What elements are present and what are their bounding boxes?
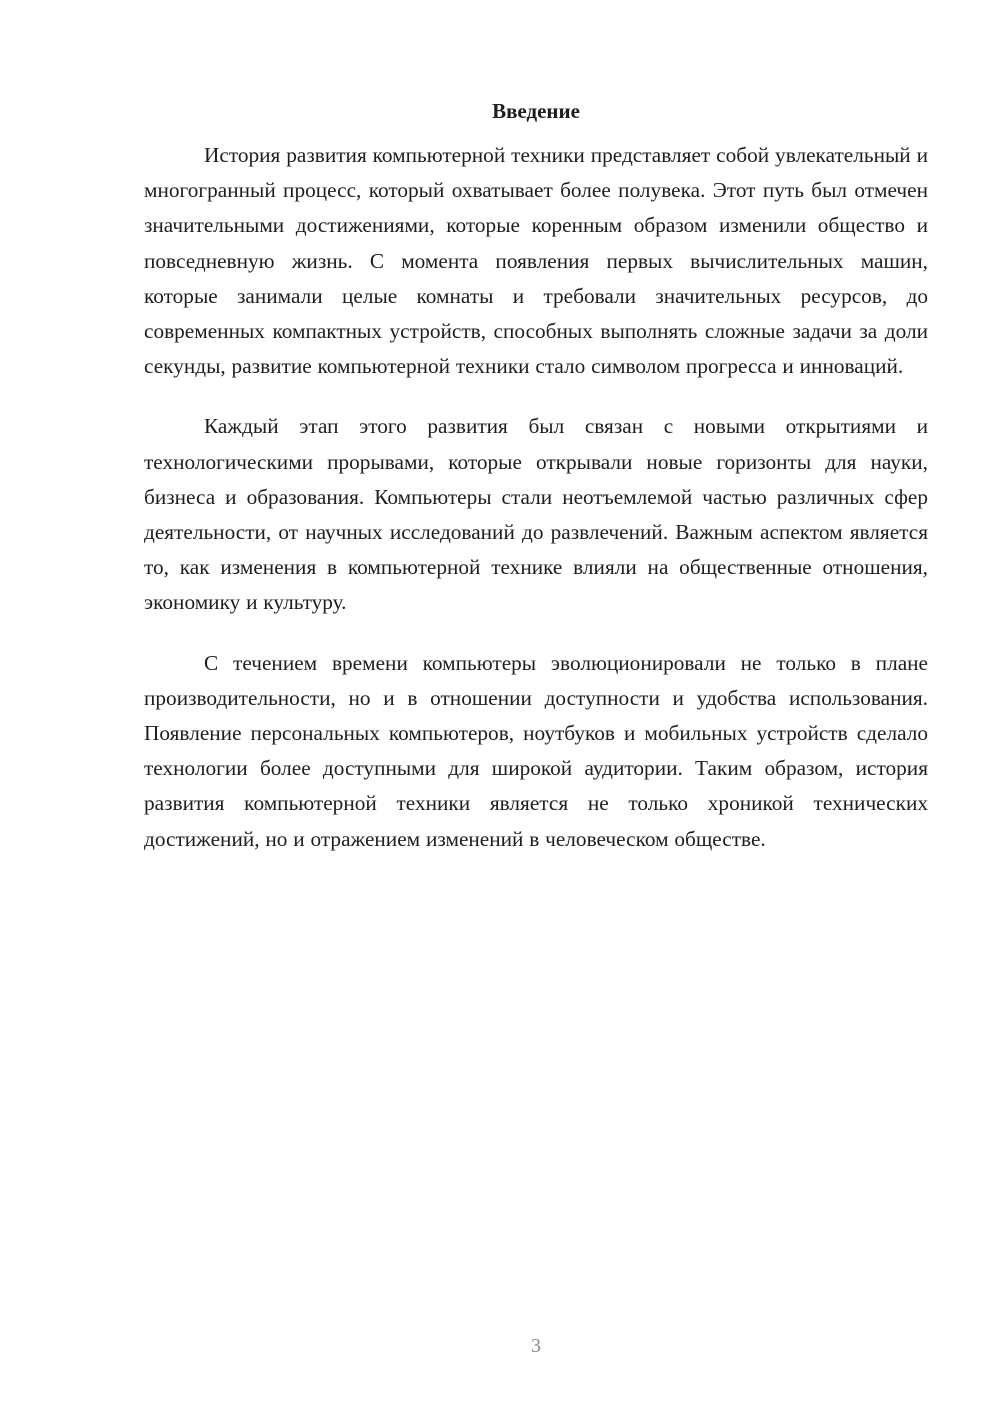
page-title: Введение bbox=[492, 99, 580, 123]
paragraph: История развития компьютерной техники представляет собой увлекательный и многогранный процесс, который охватывает более полувека. Этот путь был отмечен значительными достижениями, которые коренным образом изменили общество и повседневную жизнь. С момента появления первых вычислительных машин, которые занимали целые комнаты и требовали значительных ресурсов, до современных компактных устройств, способных выполнять сложные задачи за доли секунды, развитие компьютерной техники стало символом прогресса и инноваций. bbox=[144, 143, 928, 379]
paragraph: Каждый этап этого развития был связан с новыми открытиями и технологическими прорывами, которые открывали новые горизонты для науки, бизнеса и образования. Компьютеры стали неотъемлемой частью различных сфер деятельности, от научных исследований до развлечений. Важным аспектом является то, как изменения в компьютерной технике влияли на общественные отношения, экономику и культуру. bbox=[144, 414, 928, 615]
page-number: 3 bbox=[531, 1335, 541, 1357]
page-content bbox=[144, 96, 928, 882]
paragraph: С течением времени компьютеры эволюционировали не только в плане производительности, но и в отношении доступности и удобства использования. Появление персональных компьютеров, ноутбуков и мобильных устройств сделало технологии более доступными для широкой аудитории. Таким образом, история развития компьютерной техники является не только хроникой технических достижений, но и отражением изменений в человеческом обществе. bbox=[144, 650, 928, 851]
